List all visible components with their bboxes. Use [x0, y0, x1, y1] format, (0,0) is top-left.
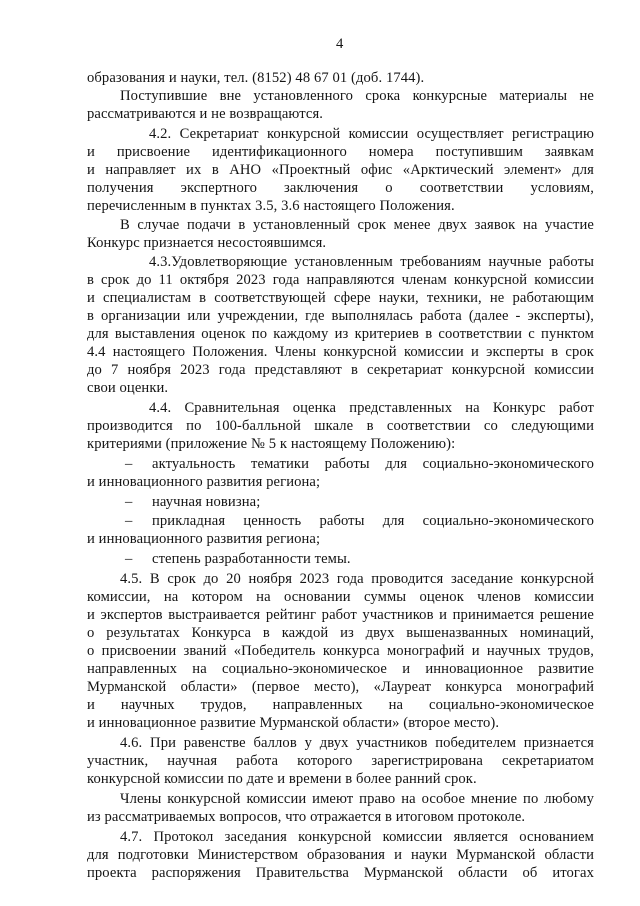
text-line: Поступившие вне установленного срока конкурсные материалы не [120, 88, 594, 104]
text-line: для подготовки Министерством образования и науки Мурманской области [87, 847, 594, 863]
text-line: Конкурс признается несостоявшимся. [87, 235, 327, 251]
page-number: 4 [336, 36, 344, 52]
text-line: В случае подачи в установленный срок менее двух заявок на участие [120, 217, 594, 233]
bullet-dash: – [125, 551, 133, 567]
text-line: 4.2. Секретариат конкурсной комиссии осуществляет регистрацию [149, 126, 594, 142]
bullet-dash: – [125, 456, 133, 472]
text-line: о присвоении званий «Победитель конкурса монографий и научных трудов, [87, 643, 594, 659]
text-line: 4.6. При равенстве баллов у двух участников победителем признается [120, 735, 594, 751]
text-line: и инновационное развитие Мурманской области» (второе место). [87, 715, 500, 731]
text-line: направленных на социально-экономическое и инновационное развитие [87, 661, 594, 677]
text-line: в организации или учреждении, где выполнялась работа (далее - эксперты), [87, 308, 594, 324]
text-line: и научных трудов, направленных на социально-экономическое [87, 697, 594, 713]
text-line: свои оценки. [87, 380, 169, 396]
text-line: рассматриваются и не возвращаются. [87, 106, 324, 122]
text-line: производится по 100-балльной шкале в соответствии со следующими [87, 418, 594, 434]
text-line: образования и науки, тел. (8152) 48 67 01 (доб. 1744). [87, 70, 425, 86]
text-line: прикладная ценность работы для социально-экономического [152, 513, 594, 529]
text-line: для выставления оценок по каждому из критериев в соответствии с пунктом [87, 326, 594, 342]
text-line: 4.4. Сравнительная оценка представленных на Конкурс работ [149, 400, 594, 416]
text-line: 4.4 настоящего Положения. Члены конкурсной комиссии и эксперты в срок [87, 344, 594, 360]
text-line: и инновационного развития региона; [87, 531, 321, 547]
text-line: научная новизна; [152, 494, 261, 510]
text-line: о результатах Конкурса в каждой из двух вышеназванных номинаций, [87, 625, 594, 641]
text-line: актуальность тематики работы для социально-экономического [152, 456, 594, 472]
text-line: получения экспертного заключения о соответствии условиям, [87, 180, 594, 196]
text-line: и направляет их в АНО «Проектный офис «Арктический элемент» для [87, 162, 594, 178]
bullet-dash: – [125, 494, 133, 510]
text-line: степень разработанности темы. [152, 551, 351, 567]
text-line: и инновационного развития региона; [87, 474, 321, 490]
text-line: и экспертов выстраивается рейтинг работ участников и принимается решение [87, 607, 594, 623]
text-line: Мурманской области» (первое место), «Лауреат конкурса монографий [87, 679, 594, 695]
text-line: комиссии, на котором на основании суммы оценок членов комиссии [87, 589, 594, 605]
text-line: из рассматриваемых вопросов, что отражается в итоговом протоколе. [87, 809, 526, 825]
text-line: в срок до 11 октября 2023 года направляются членам конкурсной комиссии [87, 272, 594, 288]
bullet-dash: – [125, 513, 133, 529]
text-line: и присвоение идентификационного номера поступившим заявкам [87, 144, 594, 160]
text-line: участник, научная работа которого зарегистрирована секретариатом [87, 753, 594, 769]
text-line: проекта распоряжения Правительства Мурманской области об итогах [87, 865, 594, 881]
text-line: и специалистам в соответствующей сфере науки, техники, не работающим [87, 290, 594, 306]
text-line: Члены конкурсной комиссии имеют право на особое мнение по любому [120, 791, 594, 807]
text-line: 4.5. В срок до 20 ноября 2023 года проводится заседание конкурсной [120, 571, 594, 587]
text-line: критериями (приложение № 5 к настоящему Положению): [87, 436, 456, 452]
text-line: перечисленным в пунктах 3.5, 3.6 настоящего Положения. [87, 198, 455, 214]
text-line: конкурсной комиссии по дате и времени в более ранний срок. [87, 771, 477, 787]
text-line: 4.3.Удовлетворяющие установленным требованиям научные работы [149, 254, 594, 270]
text-line: до 7 ноября 2023 года представляют в секретариат конкурсной комиссии [87, 362, 594, 378]
text-line: 4.7. Протокол заседания конкурсной комиссии является основанием [120, 829, 594, 845]
